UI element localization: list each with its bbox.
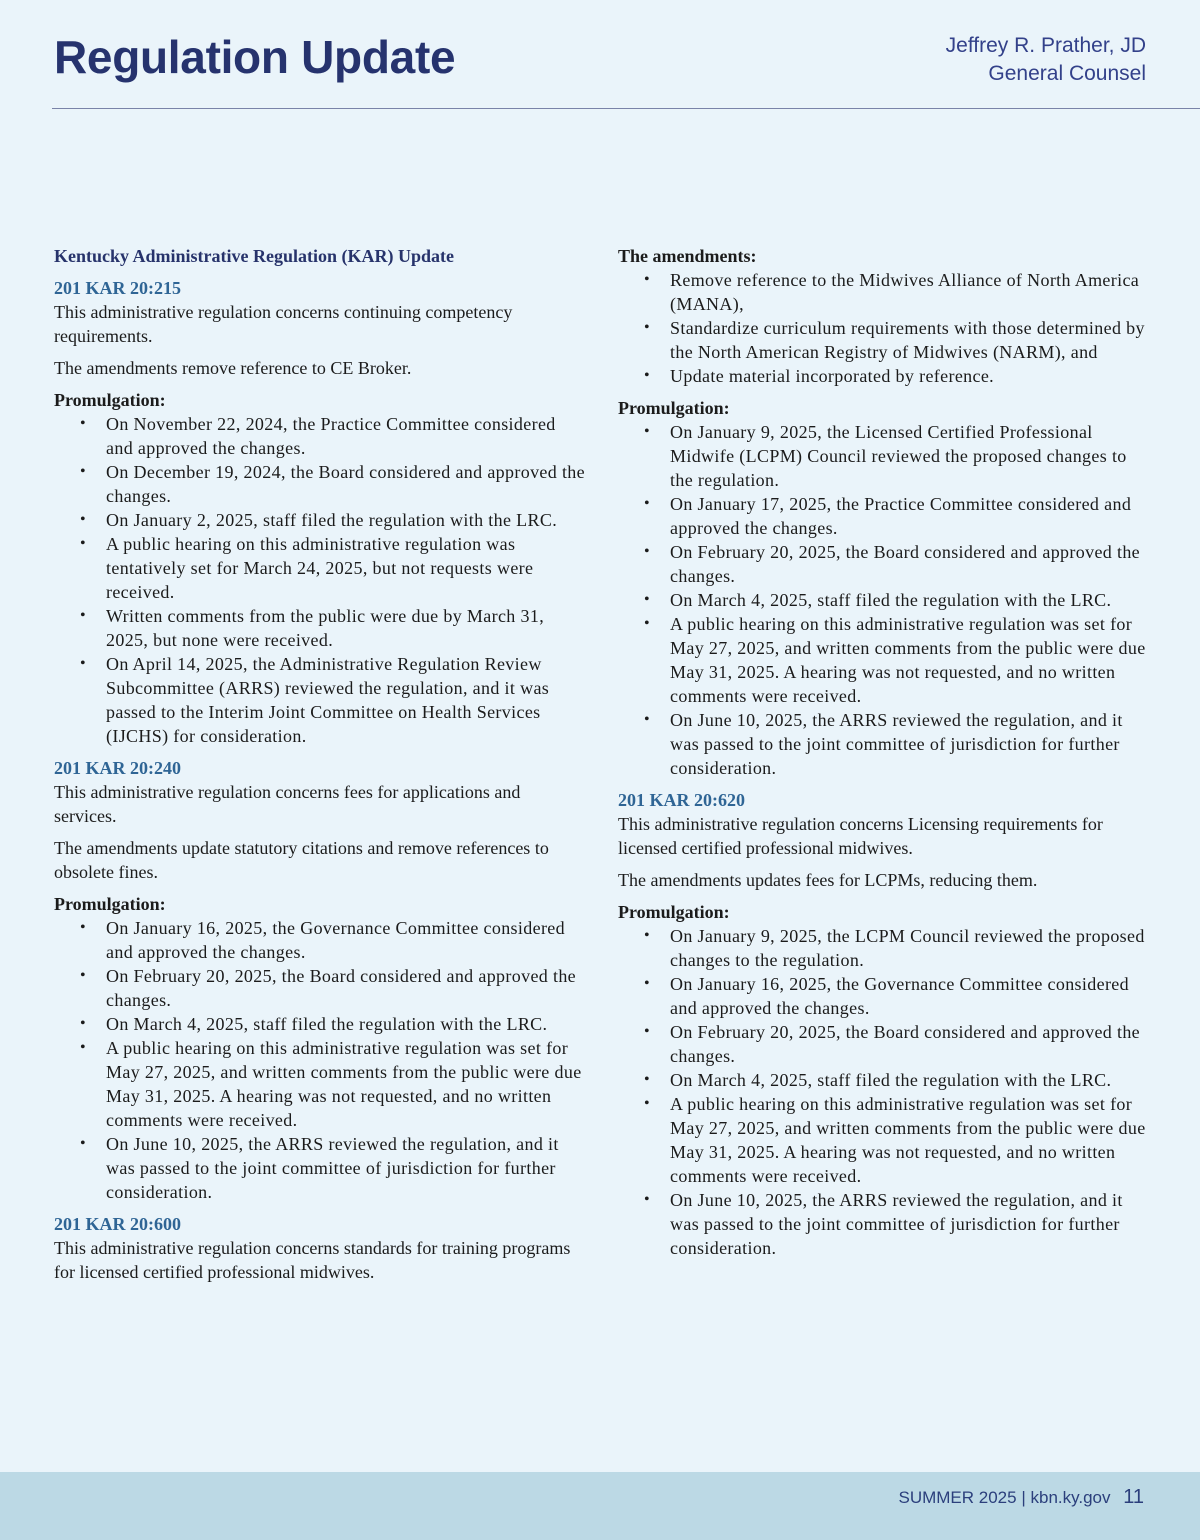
list-item: • A public hearing on this administrative regulation was tentatively set for March 24, 2025, but not requests were received. <box>54 532 586 604</box>
promulgation-heading: Promulgation: <box>54 894 166 914</box>
list-item: • On January 9, 2025, the Licensed Certified Professional Midwife (LCPM) Council reviewed the proposed changes to the regulation. <box>618 420 1150 492</box>
footer-issue: SUMMER 2025 <box>898 1488 1017 1507</box>
author-name: Jeffrey R. Prather, JD <box>945 34 1146 57</box>
list-item: • On January 16, 2025, the Governance Committee considered and approved the changes. <box>54 916 586 964</box>
amendments-list <box>618 268 1150 388</box>
header-divider <box>52 108 1200 109</box>
section-description: This administrative regulation concerns fees for applications and services. <box>54 782 521 826</box>
footer-separator: | <box>1021 1488 1026 1507</box>
list-item: • Standardize curriculum requirements with those determined by the North American Registry of Midwives (NARM), and <box>618 316 1150 364</box>
list-item: • On February 20, 2025, the Board considered and approved the changes. <box>618 1020 1150 1068</box>
section-description: This administrative regulation concerns Licensing requirements for licensed certified professional midwives. <box>618 814 1103 858</box>
page-number: 11 <box>1123 1486 1144 1508</box>
section-id: 201 KAR 20:620 <box>618 790 745 810</box>
list-item: • On June 10, 2025, the ARRS reviewed the regulation, and it was passed to the joint committee of jurisdiction for further consideration. <box>618 1188 1150 1260</box>
list-item: • On January 9, 2025, the LCPM Council reviewed the proposed changes to the regulation. <box>618 924 1150 972</box>
list-item: • On March 4, 2025, staff filed the regulation with the LRC. <box>54 1012 586 1036</box>
page-footer <box>0 1472 1200 1540</box>
section-20-600 <box>54 1212 586 1284</box>
section-amendments: The amendments remove reference to CE Broker. <box>54 358 412 378</box>
footer-info <box>898 1486 1144 1509</box>
list-item: • On June 10, 2025, the ARRS reviewed the regulation, and it was passed to the joint committee of jurisdiction for further consideration. <box>54 1132 586 1204</box>
list-item: • On February 20, 2025, the Board considered and approved the changes. <box>54 964 586 1012</box>
section-description: This administrative regulation concerns standards for training programs for licensed certified professional midwives. <box>54 1238 571 1282</box>
promulgation-list <box>54 916 586 1204</box>
amendments-heading: The amendments: <box>618 246 757 266</box>
list-item: • On January 2, 2025, staff filed the regulation with the LRC. <box>54 508 586 532</box>
list-item: • On January 16, 2025, the Governance Committee considered and approved the changes. <box>618 972 1150 1020</box>
list-item: • On March 4, 2025, staff filed the regulation with the LRC. <box>618 1068 1150 1092</box>
section-20-620 <box>618 788 1150 1260</box>
section-description: This administrative regulation concerns continuing competency requirements. <box>54 302 513 346</box>
promulgation-heading: Promulgation: <box>618 398 730 418</box>
footer-site-link[interactable]: kbn.ky.gov <box>1030 1488 1111 1507</box>
promulgation-list <box>618 420 1150 780</box>
list-item: • A public hearing on this administrative regulation was set for May 27, 2025, and written comments from the public were due May 31, 2025. A hearing was not requested, and no written comments were received. <box>618 1092 1150 1188</box>
section-amendments: The amendments updates fees for LCPMs, reducing them. <box>618 870 1038 890</box>
section-20-240 <box>54 756 586 1204</box>
right-column <box>618 244 1150 1268</box>
promulgation-heading: Promulgation: <box>54 390 166 410</box>
promulgation-list <box>54 412 586 748</box>
list-item: • On November 22, 2024, the Practice Committee considered and approved the changes. <box>54 412 586 460</box>
list-item: • A public hearing on this administrative regulation was set for May 27, 2025, and written comments from the public were due May 31, 2025. A hearing was not requested, and no written comments were received. <box>618 612 1150 708</box>
list-item: • On June 10, 2025, the ARRS reviewed the regulation, and it was passed to the joint committee of jurisdiction for further consideration. <box>618 708 1150 780</box>
page-header <box>54 28 1146 110</box>
section-amendments: The amendments update statutory citations and remove references to obsolete fines. <box>54 838 549 882</box>
author-block <box>946 32 1146 88</box>
author-role: General Counsel <box>988 62 1146 85</box>
list-item: • On February 20, 2025, the Board considered and approved the changes. <box>618 540 1150 588</box>
promulgation-heading: Promulgation: <box>618 902 730 922</box>
section-20-600-continued <box>618 244 1150 780</box>
list-item: • Remove reference to the Midwives Alliance of North America (MANA), <box>618 268 1150 316</box>
list-item: • A public hearing on this administrative regulation was set for May 27, 2025, and written comments from the public were due May 31, 2025. A hearing was not requested, and no written comments were received. <box>54 1036 586 1132</box>
page-title: Regulation Update <box>54 31 456 83</box>
list-item: • Written comments from the public were due by March 31, 2025, but none were received. <box>54 604 586 652</box>
section-20-215 <box>54 276 586 748</box>
section-id: 201 KAR 20:215 <box>54 278 181 298</box>
promulgation-list <box>618 924 1150 1260</box>
list-item: • On March 4, 2025, staff filed the regulation with the LRC. <box>618 588 1150 612</box>
list-item: • On April 14, 2025, the Administrative Regulation Review Subcommittee (ARRS) reviewed the regulation, and it was passed to the Interim Joint Committee on Health Services (IJCHS) for consideration. <box>54 652 586 748</box>
list-item: • On January 17, 2025, the Practice Committee considered and approved the changes. <box>618 492 1150 540</box>
left-column <box>54 244 586 1292</box>
list-item: • Update material incorporated by reference. <box>618 364 1150 388</box>
section-id: 201 KAR 20:600 <box>54 1214 181 1234</box>
section-id: 201 KAR 20:240 <box>54 758 181 778</box>
list-item: • On December 19, 2024, the Board considered and approved the changes. <box>54 460 586 508</box>
kar-update-heading: Kentucky Administrative Regulation (KAR) Update <box>54 246 454 266</box>
